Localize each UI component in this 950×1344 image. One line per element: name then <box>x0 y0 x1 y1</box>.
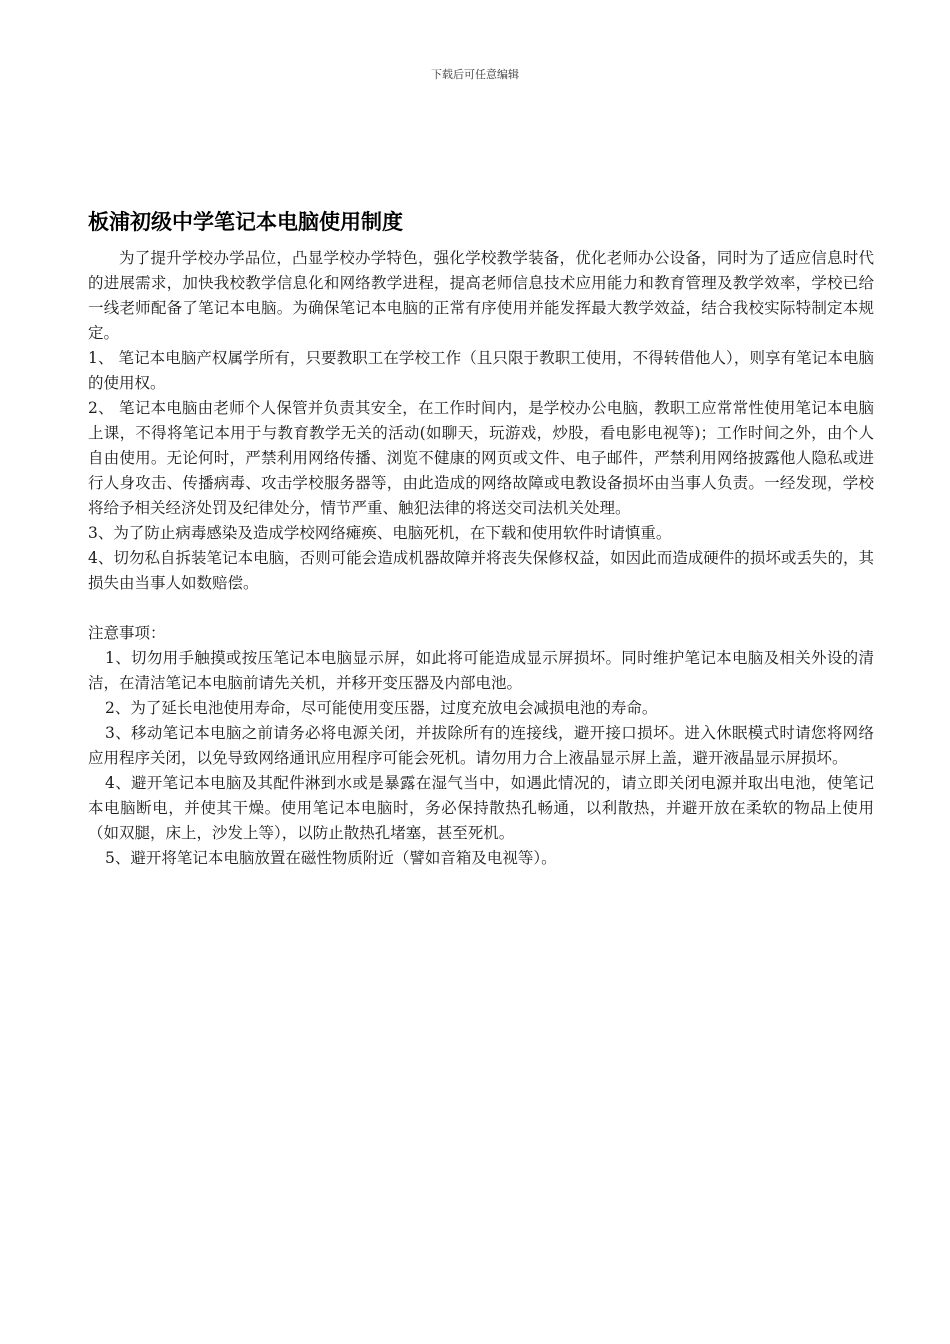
blank-line <box>88 596 874 621</box>
notice-item-5: 5、避开将笔记本电脑放置在磁性物质附近（譬如音箱及电视等）。 <box>105 849 557 867</box>
notice-item-4: 4、避开笔记本电脑及其配件淋到水或是暴露在湿气当中，如遇此情况的，请立即关闭电源并取出电池，使笔记本电脑断电，并使其干燥。使用笔记本电脑时，务必保持散热孔畅通，以利散热，并避开放在柔软的物品上使用（如双腿，床上，沙发上等），以防止散热孔堵塞，甚至死机。 <box>88 774 874 842</box>
rule-item-4: 4、切勿私自拆装笔记本电脑，否则可能会造成机器故障并将丧失保修权益，如因此而造成硬件的损坏或丢失的，其损失由当事人如数赔偿。 <box>88 549 874 592</box>
document-body <box>88 246 874 871</box>
rule-item-3: 3、为了防止病毒感染及造成学校网络瘫痪、电脑死机，在下载和使用软件时请慎重。 <box>88 524 672 542</box>
rule-item-2: 2、 笔记本电脑由老师个人保管并负责其安全，在工作时间内，是学校办公电脑，教职工应常常性使用笔记本电脑上课，不得将笔记本用于与教育教学无关的活动(如聊天，玩游戏，炒股，看电影电视等)；工作时间之外，由个人自由使用。无论何时，严禁利用网络传播、浏览不健康的网页或文件、电子邮件，严禁利用网络披露他人隐私或进行人身攻击、传播病毒、攻击学校服务器等，由此造成的网络故障或电教设备损坏由当事人负责。一经发现，学校将给予相关经济处罚及纪律处分，情节严重、触犯法律的将送交司法机关处理。 <box>88 399 874 517</box>
intro-paragraph: 为了提升学校办学品位，凸显学校办学特色，强化学校教学装备，优化老师办公设备，同时为了适应信息时代的进展需求，加快我校教学信息化和网络教学进程，提高老师信息技术应用能力和教育管理及教学效率，学校已给一线老师配备了笔记本电脑。为确保笔记本电脑的正常有序使用并能发挥最大教学效益，结合我校实际特制定本规定。 <box>88 249 874 342</box>
notice-item-3: 3、移动笔记本电脑之前请务必将电源关闭，并拔除所有的连接线，避开接口损坏。进入休眠模式时请您将网络应用程序关闭，以免导致网络通讯应用程序可能会死机。请勿用力合上液晶显示屏上盖，避开液晶显示屏损坏。 <box>88 724 874 767</box>
notice-heading: 注意事项： <box>88 624 166 642</box>
notice-item-2: 2、为了延长电池使用寿命，尽可能使用变压器，过度充放电会减损电池的寿命。 <box>105 699 658 717</box>
rule-item-1: 1、 笔记本电脑产权属学所有，只要教职工在学校工作（且只限于教职工使用，不得转借他人），则享有笔记本电脑的使用权。 <box>88 349 874 392</box>
document-title: 板浦初级中学笔记本电脑使用制度 <box>88 210 403 234</box>
page-header-note: 下载后可任意编辑 <box>431 68 519 81</box>
notice-item-1: 1、切勿用手触摸或按压笔记本电脑显示屏，如此将可能造成显示屏损坏。同时维护笔记本电脑及相关外设的清洁，在清洁笔记本电脑前请先关机，并移开变压器及内部电池。 <box>88 649 874 692</box>
